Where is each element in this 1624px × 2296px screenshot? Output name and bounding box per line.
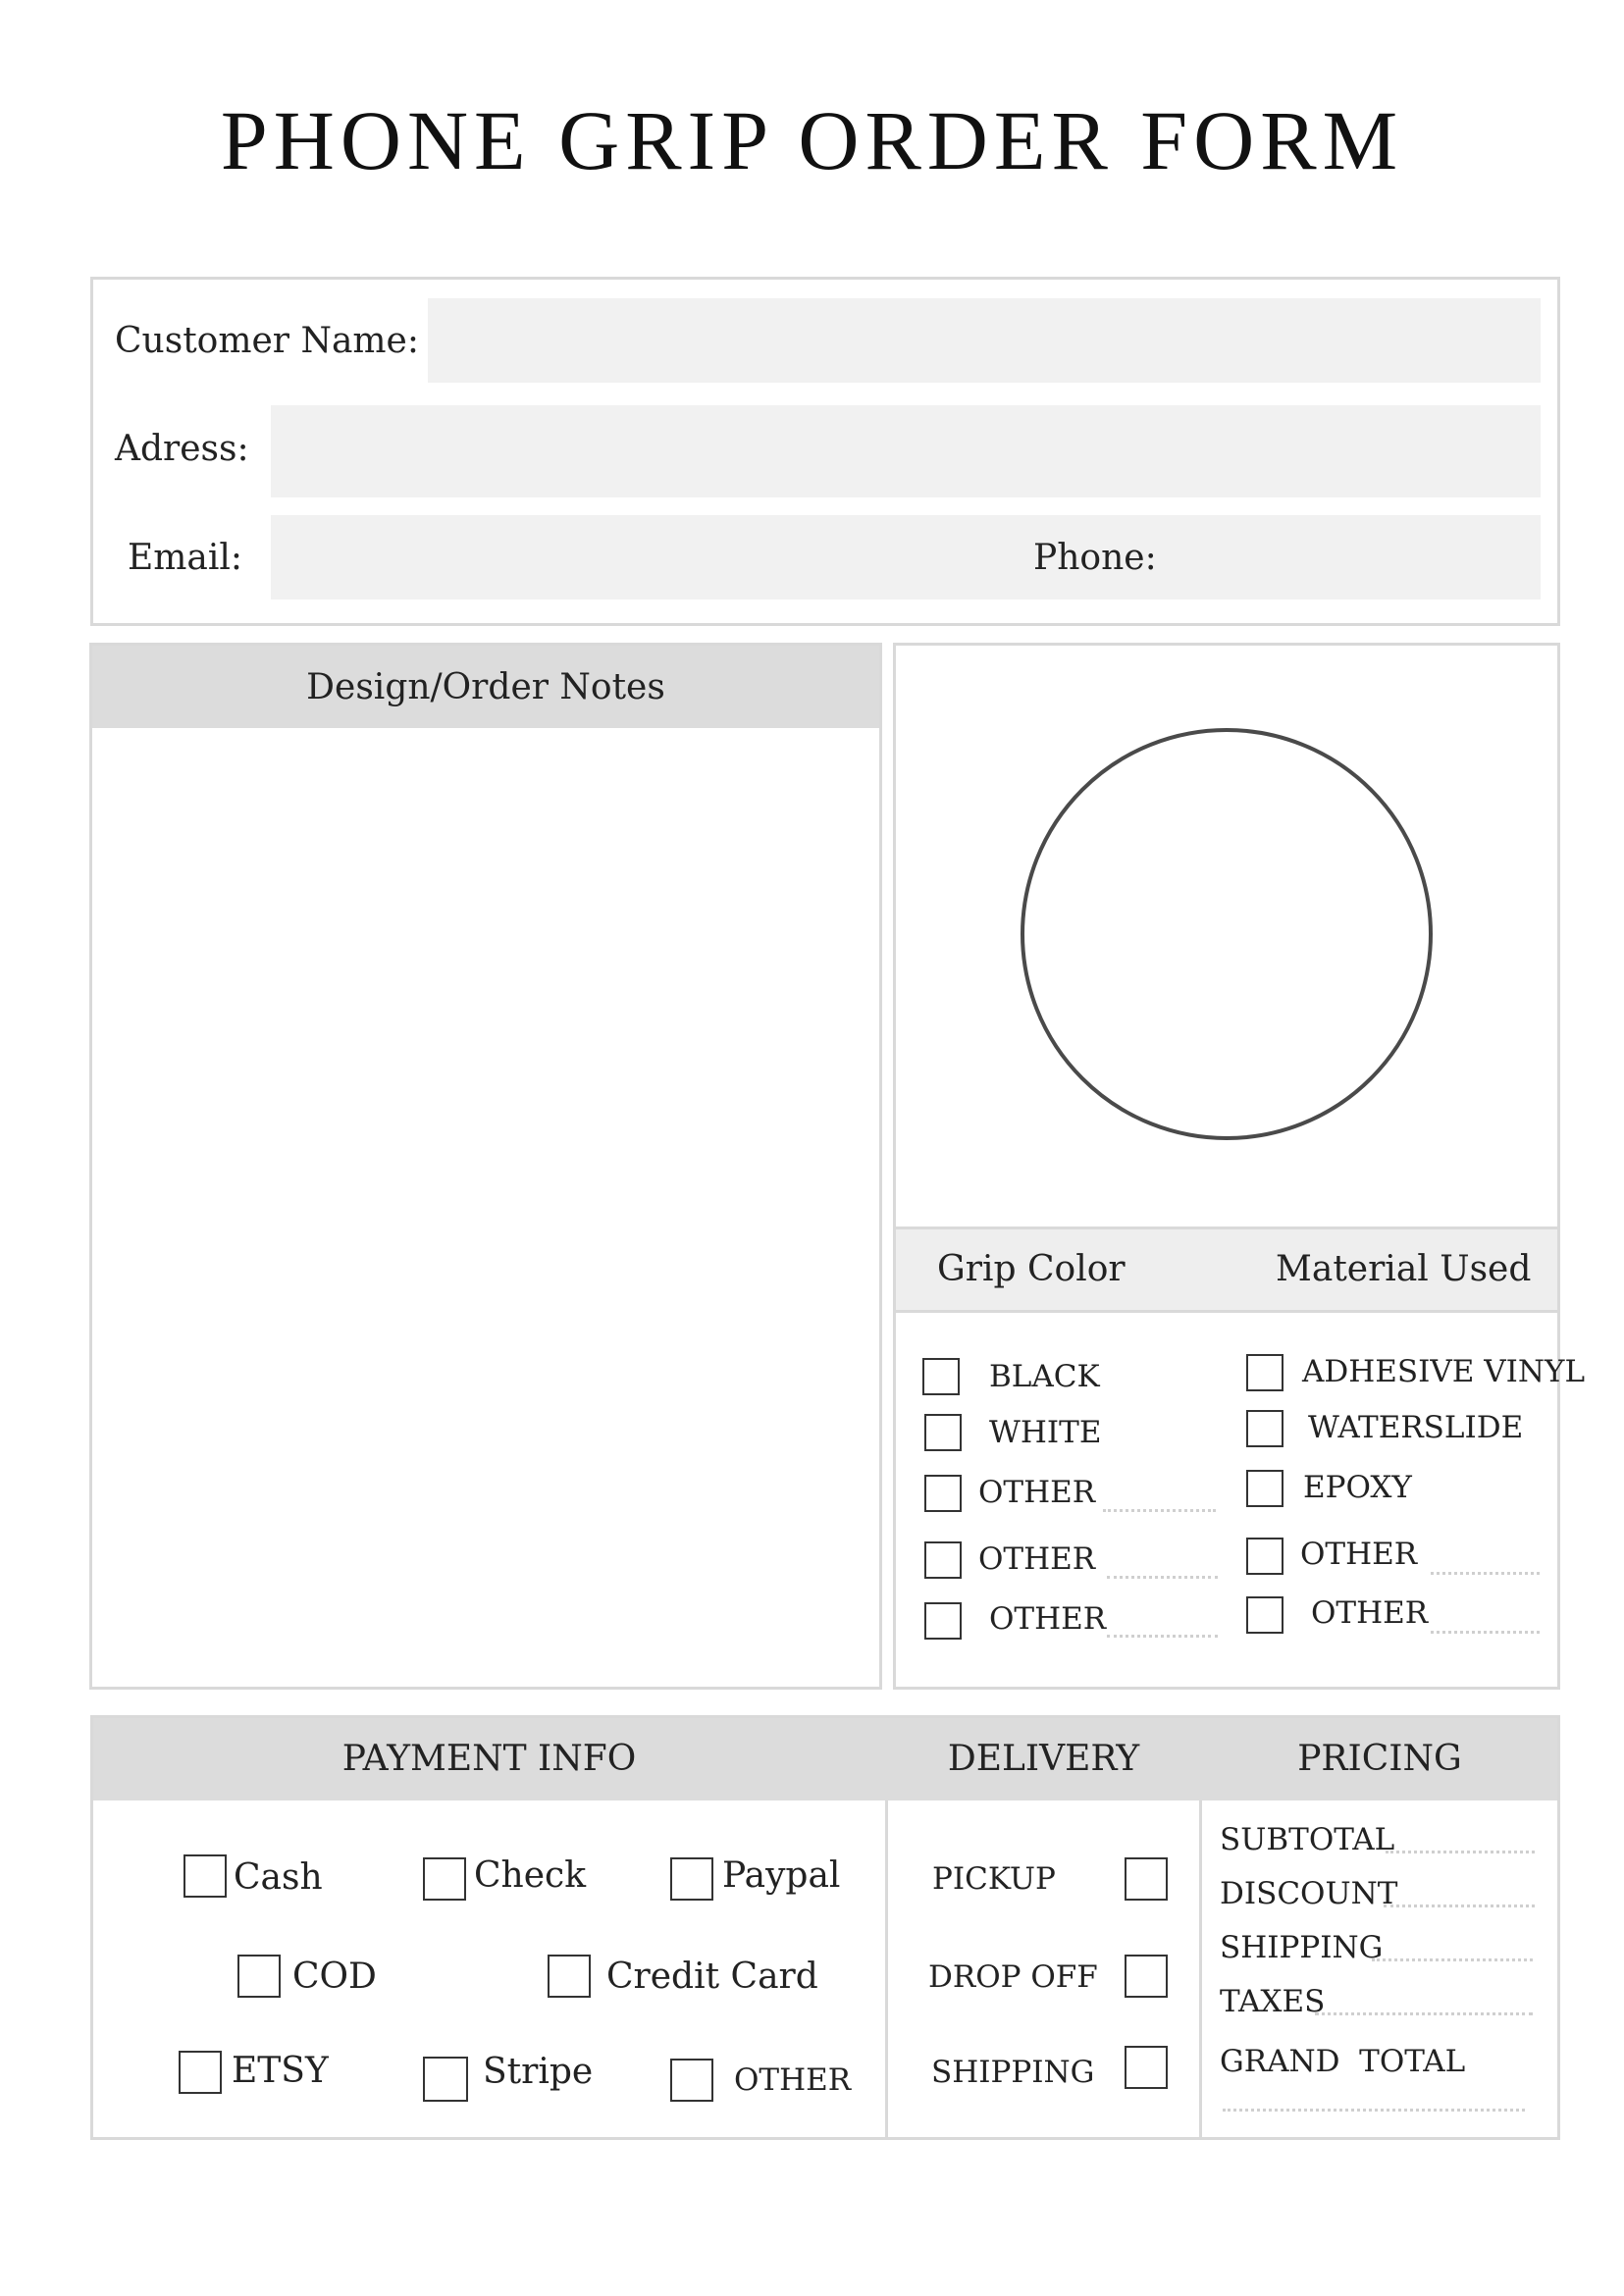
color-option-other-3: OTHER [989,1601,1107,1637]
color-option-other-1: OTHER [978,1475,1096,1510]
payment-option-paypal: Paypal [722,1855,841,1896]
material-option-waterslide: WATERSLIDE [1308,1410,1524,1445]
checkbox-color-other-2[interactable] [924,1541,962,1579]
customer-name-label: Customer Name: [115,321,419,361]
checkbox-payment-stripe[interactable] [423,2057,468,2102]
payment-option-stripe: Stripe [483,2052,594,2092]
checkbox-payment-check[interactable] [423,1857,466,1901]
pricing-header: PRICING [1297,1739,1462,1779]
color-other-3-line[interactable] [1107,1635,1218,1638]
pricing-taxes-line[interactable] [1315,2012,1533,2015]
checkbox-color-other-1[interactable] [924,1475,962,1512]
material-option-epoxy: EPOXY [1303,1470,1412,1505]
payment-option-credit-card: Credit Card [606,1957,818,1997]
pricing-discount-line[interactable] [1384,1905,1535,1907]
pricing-grand-total-label: GRAND TOTAL [1220,2044,1466,2079]
grip-color-header: Grip Color [937,1249,1126,1289]
checkbox-payment-etsy[interactable] [179,2051,222,2094]
pricing-shipping-label: SHIPPING [1220,1930,1384,1965]
grip-circle-template [1011,722,1442,1154]
pricing-shipping-line[interactable] [1372,1958,1533,1961]
delivery-header: DELIVERY [947,1739,1140,1779]
pricing-discount-label: DISCOUNT [1220,1876,1398,1911]
delivery-option-drop-off: DROP OFF [928,1959,1098,1995]
material-option-adhesive-vinyl: ADHESIVE VINYL [1302,1354,1586,1389]
payment-option-cash: Cash [234,1857,323,1898]
color-option-white: WHITE [989,1415,1102,1450]
checkbox-material-other-1[interactable] [1246,1538,1283,1575]
payment-option-etsy: ETSY [232,2051,329,2091]
checkbox-payment-cash[interactable] [183,1854,227,1898]
checkbox-color-white[interactable] [924,1414,962,1451]
payment-delivery-divider [885,1800,888,2137]
checkbox-payment-credit-card[interactable] [548,1955,591,1998]
color-option-black: BLACK [989,1359,1100,1394]
checkbox-delivery-pickup[interactable] [1125,1857,1168,1901]
delivery-pricing-divider [1199,1800,1202,2137]
checkbox-color-other-3[interactable] [924,1602,962,1640]
customer-name-field[interactable] [428,298,1541,383]
checkbox-payment-other[interactable] [670,2059,713,2102]
payment-option-other: OTHER [734,2062,852,2098]
pricing-grand-total-line[interactable] [1223,2109,1525,2112]
material-other-1-line[interactable] [1431,1572,1540,1575]
material-other-2-line[interactable] [1431,1631,1540,1634]
checkbox-material-other-2[interactable] [1246,1596,1283,1634]
color-other-1-line[interactable] [1103,1509,1216,1512]
pricing-subtotal-line[interactable] [1386,1851,1535,1853]
payment-info-header: PAYMENT INFO [341,1739,637,1779]
address-label: Adress: [115,429,249,469]
checkbox-payment-cod[interactable] [237,1955,281,1998]
payment-option-cod: COD [292,1957,377,1997]
design-notes-area[interactable] [92,728,879,1686]
pricing-taxes-label: TAXES [1220,1984,1326,2019]
pricing-subtotal-label: SUBTOTAL [1220,1822,1395,1857]
checkbox-delivery-drop-off[interactable] [1125,1955,1168,1998]
email-label: Email: [128,538,243,578]
page-title: PHONE GRIP ORDER FORM [220,93,1404,187]
color-option-other-2: OTHER [978,1541,1096,1577]
delivery-option-shipping: SHIPPING [931,2055,1095,2090]
checkbox-payment-paypal[interactable] [670,1857,713,1901]
phone-label: Phone: [1033,538,1157,578]
checkbox-delivery-shipping[interactable] [1125,2046,1168,2089]
material-option-other-2: OTHER [1311,1595,1429,1631]
payment-option-check: Check [474,1855,587,1896]
delivery-option-pickup: PICKUP [932,1861,1056,1897]
checkbox-material-adhesive-vinyl[interactable] [1246,1354,1283,1391]
material-used-header: Material Used [1276,1249,1532,1289]
material-option-other-1: OTHER [1300,1537,1418,1572]
color-other-2-line[interactable] [1107,1576,1218,1579]
checkbox-color-black[interactable] [922,1358,960,1395]
design-notes-title: Design/Order Notes [306,667,665,707]
address-field[interactable] [271,405,1541,497]
email-phone-field[interactable] [271,515,1541,600]
checkbox-material-waterslide[interactable] [1246,1410,1283,1447]
checkbox-material-epoxy[interactable] [1246,1470,1283,1507]
